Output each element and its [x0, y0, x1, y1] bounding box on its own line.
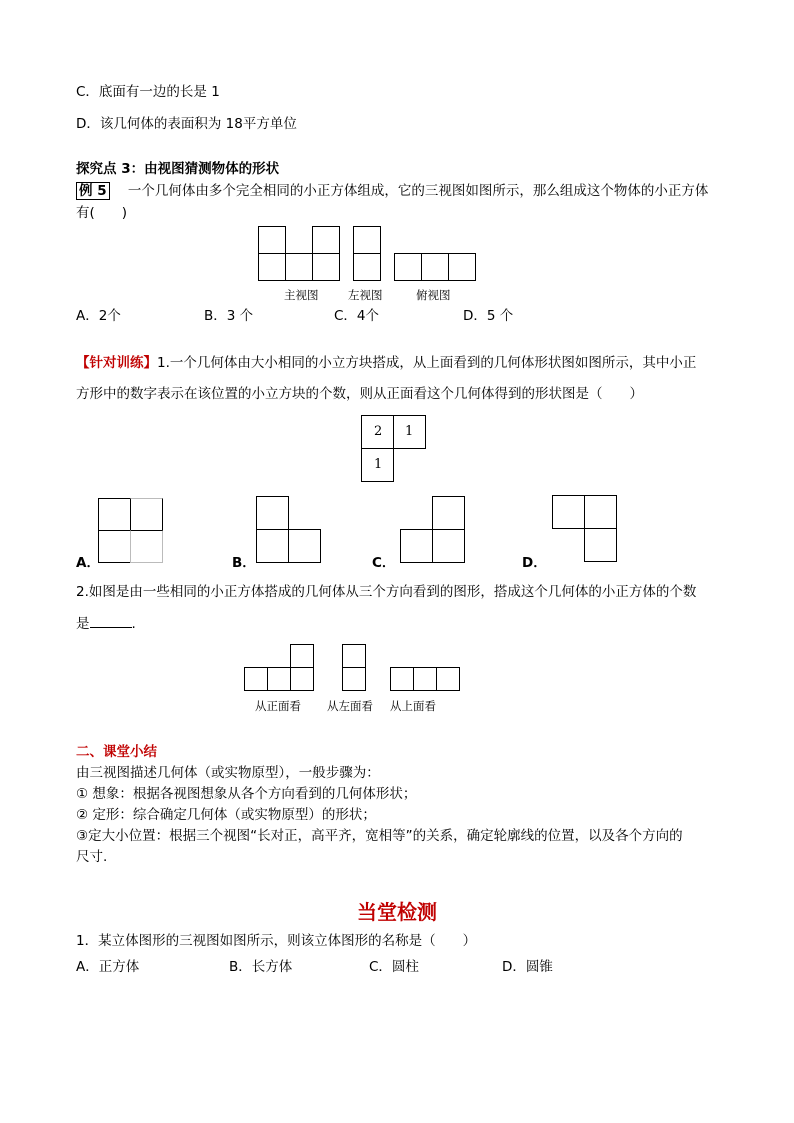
test-option-b: B．长方体: [229, 959, 293, 975]
training-q2-line1: 2.如图是由一些相同的小正方体搭成的几何体从三个方向看到的图形，搭成这个几何体的小正方体的个数: [76, 584, 697, 600]
summary-intro: 由三视图描述几何体（或实物原型），一般步骤为：: [76, 765, 380, 781]
caption-front-view: 主视图: [284, 288, 319, 302]
example-tag: 例 5: [76, 182, 110, 200]
test-q1: 1．某立体图形的三视图如图所示，则该立体图形的名称是（ ）: [76, 933, 477, 949]
caption-view-front: 从正面看: [255, 699, 301, 713]
option-d: D．5 个: [463, 308, 514, 324]
caption-view-left: 从左面看: [327, 699, 373, 713]
front-view-cell: [313, 254, 340, 281]
grid-number: 1: [405, 424, 414, 439]
grid-number: 2: [374, 424, 383, 439]
test-section-title: 当堂检测: [357, 900, 437, 924]
example-5-line1: [76, 181, 708, 201]
front-view-cell: [259, 254, 286, 281]
test-option-a: A．正方体: [76, 959, 140, 975]
training-q1-line2: 方形中的数字表示在该位置的小立方块的个数，则从正面看这个几何体得到的形状图是（ ）: [76, 386, 643, 402]
training-q1-text: 1.一个几何体由大小相同的小立方块搭成，从上面看到的几何体形状图如图所示，其中小正: [157, 355, 697, 371]
training-q1-line1: [76, 353, 696, 373]
option-d-figure: [550, 494, 620, 564]
option-a-figure: [96, 498, 168, 564]
caption-view-top: 从上面看: [390, 699, 436, 713]
three-views-figure-ex5: [258, 226, 478, 284]
top-view-cell: [449, 254, 476, 281]
option-a: A．2个: [76, 308, 121, 324]
option-b: B．3 个: [204, 308, 254, 324]
q2-prefix: 是: [76, 616, 90, 632]
option-a-label: A．: [76, 555, 100, 571]
grid-number: 1: [374, 457, 383, 472]
option-c-prev: C．底面有一边的长是 1: [76, 84, 220, 100]
test-option-d: D．圆锥: [502, 959, 553, 975]
summary-heading: 二、课堂小结: [76, 744, 157, 760]
training-tag: 【针对训练】: [76, 355, 157, 371]
example-5-line2: 有( ): [76, 205, 128, 221]
top-view-cell: [422, 254, 449, 281]
summary-step-1: ① 想象：根据各视图想象从各个方向看到的几何体形状；: [76, 786, 417, 802]
numbered-top-view-grid: [361, 415, 427, 483]
top-view-cell: [395, 254, 422, 281]
option-c: C．4个: [334, 308, 380, 324]
q2-suffix: .: [131, 616, 136, 632]
caption-top-view: 俯视图: [416, 288, 451, 302]
answer-blank[interactable]: [90, 613, 132, 628]
three-views-figure-q2: [244, 643, 464, 693]
left-view-cell: [354, 254, 381, 281]
summary-step-3-line2: 尺寸.: [76, 849, 108, 865]
front-view-cell: [313, 227, 340, 254]
caption-left-view: 左视图: [348, 288, 383, 302]
test-option-c: C．圆柱: [369, 959, 419, 975]
option-b-figure: [254, 496, 326, 564]
front-view-cell: [259, 227, 286, 254]
example-text: 一个几何体由多个完全相同的小正方体组成，它的三视图如图所示，那么组成这个物体的小正方体: [127, 183, 709, 199]
option-d-prev: D．该几何体的表面积为 18平方单位: [76, 116, 297, 132]
section-heading-3: 探究点 3：由视图猜测物体的形状: [76, 161, 280, 177]
option-b-label: B．: [232, 555, 256, 571]
summary-step-2: ② 定形：综合确定几何体（或实物原型）的形状；: [76, 807, 376, 823]
option-d-label: D．: [522, 555, 547, 571]
option-c-figure: [398, 496, 468, 564]
left-view-cell: [354, 227, 381, 254]
training-q2-line2: [76, 613, 136, 634]
option-c-label: C．: [372, 555, 396, 571]
summary-step-3-line1: ③定大小位置：根据三个视图“长对正，高平齐，宽相等”的关系，确定轮廓线的位置，以及各个方向的: [76, 828, 683, 844]
front-view-cell: [286, 254, 313, 281]
